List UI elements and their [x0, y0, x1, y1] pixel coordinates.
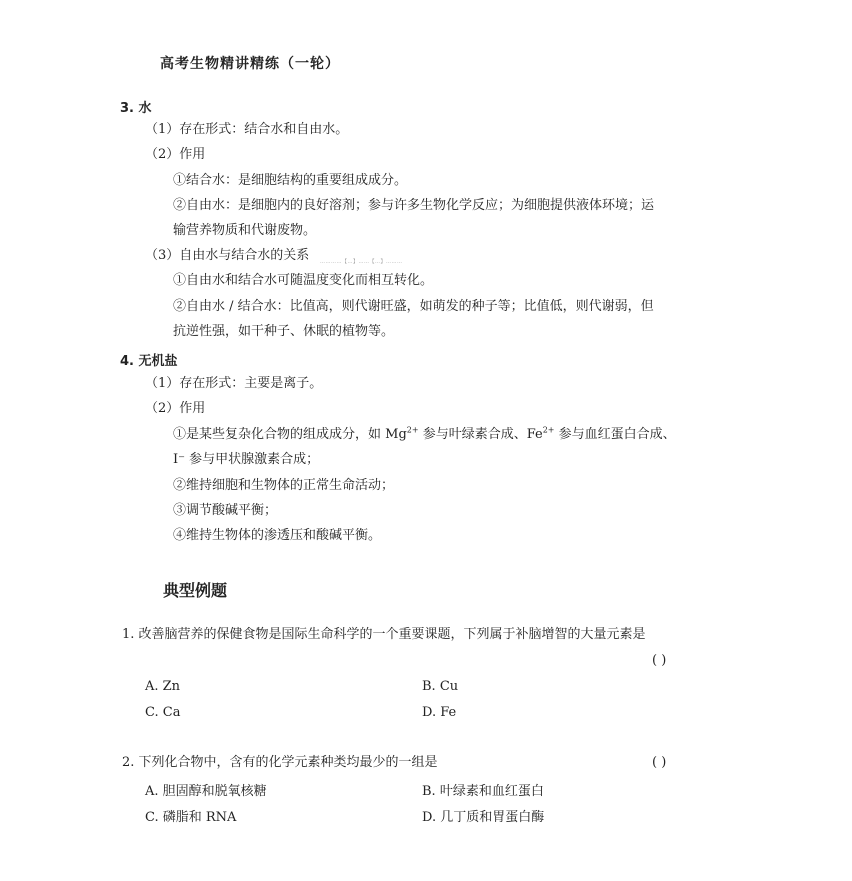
question-1-option-a: A. Zn [145, 679, 181, 694]
water-relation-item-2-cont: 抗逆性强，如干种子、休眠的植物等。 [173, 324, 395, 339]
section-heading-salts: 4. 无机盐 [120, 354, 178, 369]
water-role-item-1: ①结合水：是细胞结构的重要组成成分。 [173, 173, 408, 188]
question-1-answer-bracket: ( ) [652, 653, 667, 668]
question-2-option-b: B. 叶绿素和血红蛋白 [422, 784, 544, 799]
question-2-option-d: D. 几丁质和胃蛋白酶 [422, 810, 545, 825]
question-2-option-a: A. 胆固醇和脱氧核糖 [145, 784, 267, 799]
water-relation-item-2: ②自由水 / 结合水：比值高，则代谢旺盛，如萌发的种子等；比值低，则代谢弱，但 [173, 299, 654, 314]
salts-role-item-3: ③调节酸碱平衡； [173, 503, 278, 518]
mg-charge: 2+ [406, 425, 419, 435]
salts-item1-part-b: 参与叶绿素合成、Fe [418, 427, 543, 442]
salts-role-item-2: ②维持细胞和生物体的正常生命活动； [173, 478, 395, 493]
fe-charge: 2+ [542, 425, 555, 435]
water-role-item-2-cont: 输营养物质和代谢废物。 [173, 223, 317, 238]
question-1-option-b: B. Cu [422, 679, 459, 694]
salts-role-label: （2）作用 [145, 401, 206, 416]
section-heading-water: 3. 水 [120, 101, 152, 116]
question-1-option-c: C. Ca [145, 705, 181, 720]
salts-role-item-1 [173, 426, 676, 444]
question-1-option-d: D. Fe [422, 705, 457, 720]
question-1-stem: 1. 改善脑营养的保健食物是国际生命科学的一个重要课题，下列属于补脑增智的大量元素是 [122, 627, 646, 642]
water-relation-label: （3）自由水与结合水的关系 [145, 248, 310, 263]
page-header-title: 高考生物精讲精练（一轮） [160, 56, 340, 72]
water-form-line: （1）存在形式：结合水和自由水。 [145, 122, 349, 137]
salts-role-item-4: ④维持生物体的渗透压和酸碱平衡。 [173, 528, 382, 543]
question-2-stem: 2. 下列化合物中，含有的化学元素种类均最少的一组是 [122, 755, 438, 770]
examples-title: 典型例题 [163, 581, 228, 600]
water-role-item-2: ②自由水：是细胞内的良好溶剂；参与许多生物化学反应；为细胞提供液体环境；运 [173, 198, 655, 213]
water-relation-item-1: ①自由水和结合水可随温度变化而相互转化。 [173, 273, 434, 288]
salts-item1-part-a: ①是某些复杂化合物的组成成分，如 Mg [173, 427, 407, 442]
question-2-option-c: C. 磷脂和 RNA [145, 810, 237, 825]
faint-watermark-text: …………【…】……【…】……… [320, 259, 403, 265]
salts-form-line: （1）存在形式：主要是离子。 [145, 376, 323, 391]
water-role-label: （2）作用 [145, 147, 206, 162]
question-2-answer-bracket: ( ) [652, 755, 667, 770]
salts-item1-part-c: 参与血红蛋白合成、 [554, 427, 676, 442]
salts-role-item-1-cont: I⁻ 参与甲状腺激素合成； [173, 452, 320, 467]
